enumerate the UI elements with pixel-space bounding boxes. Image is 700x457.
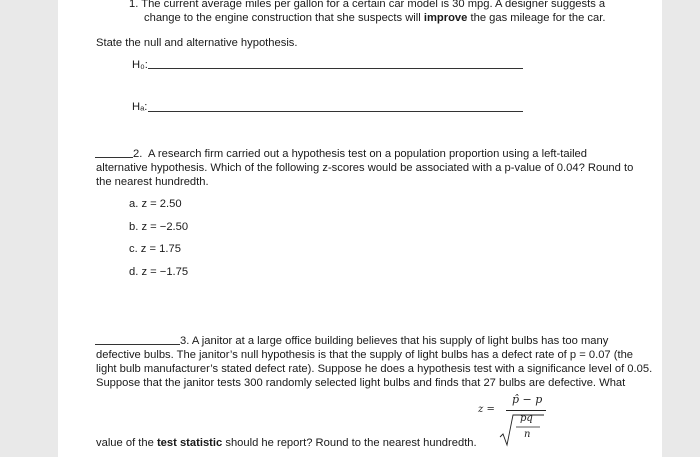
q2-text-l1: A research firm carried out a hypothesis test on a population proportion using a left-tailed	[147, 148, 588, 160]
q3-text-l1: A janitor at a large office building believes that his supply of light bulbs has too many	[191, 335, 609, 347]
q2-option-b[interactable]: b. z = −2.50	[129, 221, 189, 233]
formula-inner-denominator: n	[524, 429, 531, 440]
formula-inner-numerator: pq	[520, 413, 533, 424]
alternative-hypothesis-answer-line[interactable]	[148, 111, 523, 112]
q2-option-a[interactable]: a. z = 2.50	[129, 198, 182, 210]
q2-number: 2.	[133, 148, 143, 160]
q1-line-1: 1. The current average miles per gallon for a certain car model is 30 mpg. A designer suggests a	[129, 0, 606, 10]
q1-instruction: State the null and alternative hypothesis.	[96, 37, 298, 49]
q2-option-c[interactable]: c. z = 1.75	[129, 243, 181, 255]
q3-final-prefix: value of the	[96, 437, 157, 449]
q1-line-2	[144, 11, 605, 25]
formula-numerator: p̂ − p	[512, 393, 543, 406]
worksheet-page	[58, 0, 662, 457]
q2-option-d[interactable]: d. z = −1.75	[129, 266, 189, 278]
q3-number: 3.	[180, 335, 190, 347]
q1-line2-bold: improve	[423, 12, 468, 24]
q2-line-2: alternative hypothesis. Which of the following z-scores would be associated with a p-value of 0.04? Round to	[96, 162, 634, 174]
q3-line-2: defective bulbs. The janitor’s null hypothesis is that the supply of light bulbs has a defect rate of p = 0.07 (the	[96, 349, 634, 361]
q3-line-4: Suppose that the janitor tests 300 randomly selected light bulbs and finds that 27 bulbs are defective. What	[96, 377, 626, 389]
q1-line2-prefix: change to the engine construction that she suspects will	[144, 12, 424, 24]
z-statistic-formula	[478, 390, 558, 450]
q3-final-suffix: should he report? Round to the nearest hundredth.	[222, 437, 477, 449]
q3-line-1	[180, 334, 608, 348]
q2-line-1	[133, 147, 587, 161]
q1-line2-suffix: the gas mileage for the car.	[467, 12, 606, 24]
null-hypothesis-answer-line[interactable]	[148, 68, 523, 69]
q3-answer-blank[interactable]	[95, 344, 180, 345]
q3-line-3: light bulb manufacturer’s stated defect rate). Suppose he does a hypothesis test with a significance level of 0.05.	[96, 363, 653, 375]
q2-answer-blank[interactable]	[95, 157, 133, 158]
q3-final-bold: test statistic	[156, 437, 223, 449]
alternative-hypothesis-label: Hₐ:	[132, 101, 148, 113]
q3-final-line	[96, 436, 477, 450]
q2-line-3: the nearest hundredth.	[96, 176, 209, 188]
null-hypothesis-label: H₀:	[132, 59, 148, 71]
formula-lhs: z =	[478, 404, 495, 415]
